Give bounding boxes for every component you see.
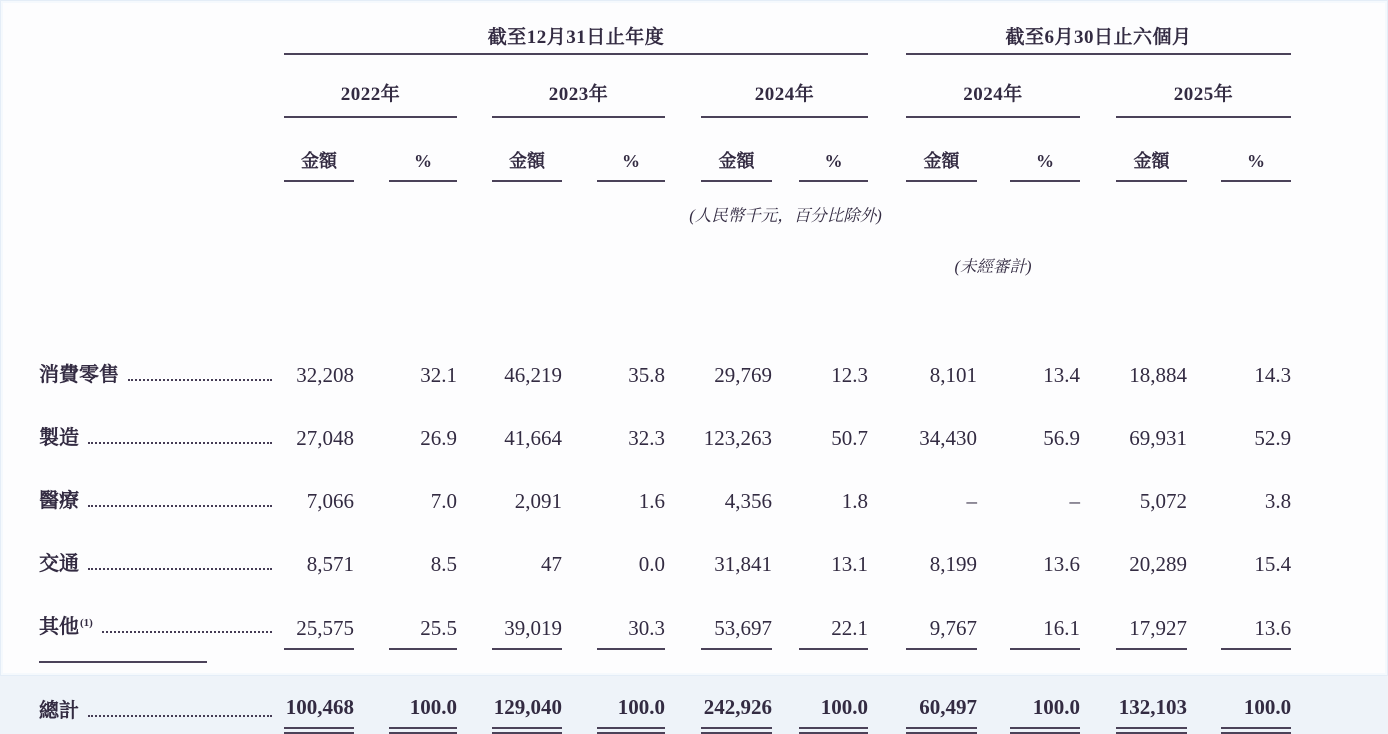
revenue-by-industry-table [39, 1, 1291, 734]
value-cell: – [1069, 488, 1080, 513]
spacer [354, 397, 389, 460]
percent-header: % [1221, 117, 1291, 181]
spacer [1080, 586, 1116, 649]
spacer [457, 460, 492, 523]
units-note: (人民幣千元，百分比除外) [689, 205, 882, 225]
value-cell: 8,571 [306, 551, 354, 576]
footnote-marker: (1) [80, 617, 93, 629]
spacer [1080, 231, 1291, 282]
value-cell: 47 [541, 551, 562, 576]
footnote-separator [39, 661, 207, 663]
spacer [977, 397, 1010, 460]
row-label-text: 消費零售 [39, 364, 119, 386]
value-cell: 56.9 [1043, 425, 1080, 450]
value-cell: 3.8 [1264, 488, 1292, 513]
year-header-row [39, 54, 1291, 117]
spacer [457, 523, 492, 586]
value-cell: – [966, 488, 977, 513]
spacer [906, 181, 1291, 231]
dot-leader [88, 442, 272, 444]
value-cell: 41,664 [504, 425, 562, 450]
spacer [665, 334, 701, 397]
spacer [665, 397, 701, 460]
dot-leader [102, 631, 272, 633]
spacer [354, 117, 389, 181]
spacer [977, 586, 1010, 649]
value-cell: 9,767 [906, 586, 977, 649]
spacer [1080, 334, 1116, 397]
value-cell: 8,199 [929, 551, 977, 576]
spacer [868, 117, 906, 181]
unaudited-note-row [39, 231, 1291, 282]
spacer [977, 334, 1010, 397]
spacer [772, 460, 799, 523]
value-cell: 7,066 [306, 488, 354, 513]
value-cell: 32.3 [628, 425, 665, 450]
subheader-row [39, 117, 1291, 181]
row-label-text: 交通 [39, 553, 79, 575]
spacer [562, 460, 597, 523]
spacer [665, 54, 701, 117]
percent-header: % [389, 117, 457, 181]
spacer [354, 649, 389, 731]
value-cell: 52.9 [1254, 425, 1292, 450]
spacer [1187, 117, 1221, 181]
spacer [1080, 117, 1116, 181]
amount-header: 金額 [906, 117, 977, 181]
total-value-cell: 100.0 [1221, 649, 1291, 731]
value-cell: 27,048 [296, 425, 354, 450]
spacer [562, 117, 597, 181]
spacer [868, 1, 906, 54]
spacer [665, 523, 701, 586]
value-cell: 123,263 [703, 425, 772, 450]
spacer [868, 54, 906, 117]
table-row-consumer-retail [39, 334, 1291, 397]
spacer [1187, 334, 1221, 397]
dot-leader [88, 568, 272, 570]
amount-header: 金額 [492, 117, 562, 181]
year-header-2022: 2022年 [284, 54, 457, 117]
value-cell: 30.3 [597, 586, 665, 649]
year-header-interim-2024: 2024年 [906, 54, 1080, 117]
amount-header: 金額 [1116, 117, 1187, 181]
spacer [1187, 460, 1221, 523]
total-value-cell: 132,103 [1116, 649, 1187, 731]
amount-header: 金額 [701, 117, 772, 181]
spacer [354, 460, 389, 523]
spacer [868, 334, 906, 397]
spacer [354, 523, 389, 586]
value-cell: 13.6 [1221, 586, 1291, 649]
value-cell: 13.4 [1043, 362, 1080, 387]
value-cell: 32,208 [296, 362, 354, 387]
spacer [665, 117, 701, 181]
spacer [1187, 586, 1221, 649]
dot-leader [88, 715, 272, 717]
value-cell: 26.9 [420, 425, 457, 450]
column-group-header-row [39, 1, 1291, 54]
value-cell: 5,072 [1139, 488, 1187, 513]
value-cell: 17,927 [1116, 586, 1187, 649]
value-cell: 13.6 [1043, 551, 1080, 576]
spacer [457, 586, 492, 649]
total-value-cell: 100.0 [389, 649, 457, 731]
table-row-total [39, 649, 1291, 731]
spacer [562, 397, 597, 460]
spacer [665, 586, 701, 649]
spacer [977, 649, 1010, 731]
value-cell: 16.1 [1010, 586, 1080, 649]
total-value-cell: 100,468 [284, 649, 354, 731]
value-cell: 31,841 [714, 551, 772, 576]
spacer [457, 334, 492, 397]
spacer [868, 586, 906, 649]
spacer [772, 523, 799, 586]
spacer [457, 54, 492, 117]
spacer [772, 649, 799, 731]
total-value-cell: 100.0 [1010, 649, 1080, 731]
spacer [39, 117, 284, 181]
spacer [39, 181, 284, 231]
spacer [868, 649, 906, 731]
units-note-row [39, 181, 1291, 231]
total-value-cell: 100.0 [597, 649, 665, 731]
value-cell: 39,019 [492, 586, 562, 649]
spacer [1080, 397, 1116, 460]
spacer [284, 231, 906, 282]
percent-header: % [1010, 117, 1080, 181]
spacer [457, 649, 492, 731]
value-cell: 22.1 [799, 586, 868, 649]
value-cell: 4,356 [724, 488, 772, 513]
dot-leader [88, 505, 272, 507]
value-cell: 35.8 [628, 362, 665, 387]
spacer [562, 586, 597, 649]
percent-header: % [597, 117, 665, 181]
row-label [39, 523, 284, 586]
column-group-header-annual: 截至12月31日止年度 [284, 1, 868, 54]
value-cell: 32.1 [420, 362, 457, 387]
spacer [868, 397, 906, 460]
spacer [868, 523, 906, 586]
spacer [665, 649, 701, 731]
year-header-2023: 2023年 [492, 54, 665, 117]
value-cell: 0.0 [638, 551, 665, 576]
spacer [354, 586, 389, 649]
table-row-manufacturing [39, 397, 1291, 460]
value-cell: 29,769 [714, 362, 772, 387]
value-cell: 15.4 [1254, 551, 1292, 576]
value-cell: 50.7 [831, 425, 868, 450]
spacer [1187, 649, 1221, 731]
value-cell: 18,884 [1129, 362, 1187, 387]
table-row-medical [39, 460, 1291, 523]
spacer [562, 334, 597, 397]
spacer [457, 117, 492, 181]
value-cell: 1.6 [638, 488, 665, 513]
value-cell: 1.8 [841, 488, 868, 513]
total-value-cell: 60,497 [906, 649, 977, 731]
spacer [772, 397, 799, 460]
dot-leader [128, 379, 272, 381]
row-label-text: 製造 [39, 427, 79, 449]
spacer [354, 334, 389, 397]
spacer [284, 181, 665, 231]
value-cell: 13.1 [831, 551, 868, 576]
year-header-interim-2025: 2025年 [1116, 54, 1291, 117]
row-label-text: 其他 [39, 616, 79, 638]
total-value-cell: 129,040 [492, 649, 562, 731]
table-row-transportation [39, 523, 1291, 586]
unaudited-note: (未經審計) [954, 256, 1032, 276]
value-cell: 25,575 [284, 586, 354, 649]
row-label [39, 334, 284, 397]
value-cell: 53,697 [701, 586, 772, 649]
spacer [1080, 649, 1116, 731]
spacer [39, 54, 284, 117]
row-label-text: 醫療 [39, 490, 79, 512]
value-cell: 12.3 [831, 362, 868, 387]
spacer [1187, 397, 1221, 460]
spacer [1080, 460, 1116, 523]
percent-header: % [799, 117, 868, 181]
spacer [562, 523, 597, 586]
value-cell: 46,219 [504, 362, 562, 387]
value-cell: 25.5 [389, 586, 457, 649]
value-cell: 7.0 [430, 488, 457, 513]
spacer [977, 523, 1010, 586]
spacer [1080, 523, 1116, 586]
spacer [772, 586, 799, 649]
row-label [39, 586, 284, 649]
row-label [39, 397, 284, 460]
spacer [457, 397, 492, 460]
total-value-cell: 242,926 [701, 649, 772, 731]
spacer [868, 460, 906, 523]
column-group-header-interim: 截至6月30日止六個月 [906, 1, 1291, 54]
value-cell: 2,091 [514, 488, 562, 513]
spacer [39, 1, 284, 54]
row-label-text: 總計 [39, 699, 79, 722]
spacer [977, 460, 1010, 523]
spacer [665, 460, 701, 523]
row-label [39, 460, 284, 523]
table-row-others [39, 586, 1291, 649]
value-cell: 8,101 [929, 362, 977, 387]
value-cell: 14.3 [1254, 362, 1292, 387]
spacer [1187, 523, 1221, 586]
value-cell: 8.5 [430, 551, 457, 576]
amount-header: 金額 [284, 117, 354, 181]
spacer [39, 231, 284, 282]
spacer-row [39, 282, 1291, 334]
year-header-2024: 2024年 [701, 54, 868, 117]
value-cell: 69,931 [1129, 425, 1187, 450]
total-value-cell: 100.0 [799, 649, 868, 731]
spacer [977, 117, 1010, 181]
spacer [39, 282, 1291, 334]
value-cell: 34,430 [919, 425, 977, 450]
spacer [1080, 54, 1116, 117]
spacer [772, 334, 799, 397]
value-cell: 20,289 [1129, 551, 1187, 576]
spacer [772, 117, 799, 181]
spacer [562, 649, 597, 731]
